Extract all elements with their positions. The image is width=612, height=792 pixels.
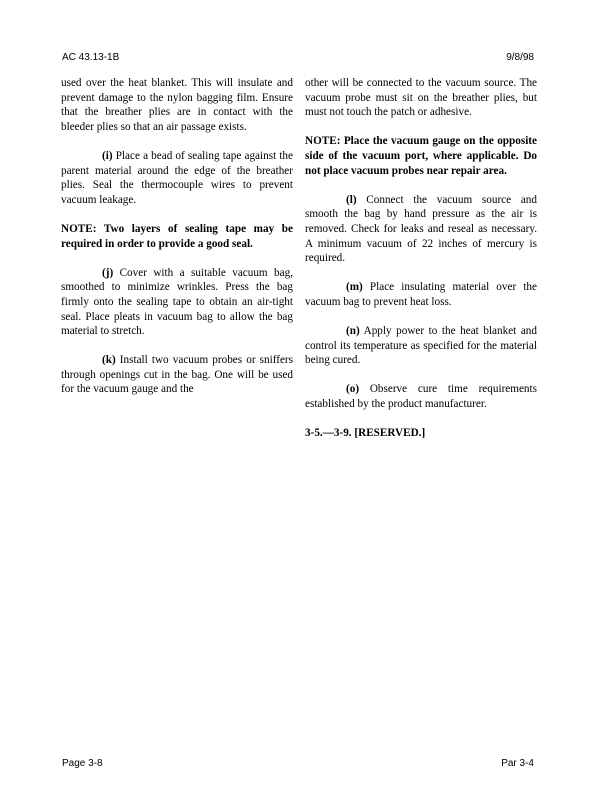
footer-page-number: Page 3-8 bbox=[62, 758, 103, 769]
step-l-text: Connect the vacuum source and smooth the bag by hand pressure as the air is removed. Check for leaks and reseal as necessary. A minimum vacuum of 22 inches of mercury is required. bbox=[305, 193, 537, 265]
step-j-text: Cover with a suitable vacuum bag, smoothed to minimize wrinkles. Press the bag firmly onto the sealing tape to obtain an air-tight seal. Place pleats in vacuum bag to allow the bag material to stretch. bbox=[61, 266, 293, 338]
step-l bbox=[305, 193, 537, 266]
step-m-text: Place insulating material over the vacuum bag to prevent heat loss. bbox=[305, 281, 537, 308]
left-column bbox=[61, 76, 293, 397]
step-j-label: (j) bbox=[102, 266, 114, 279]
step-i-text: Place a bead of sealing tape against the parent material around the edge of the breather plies. Seal the thermocouple wires to prevent vacuum leakage. bbox=[61, 149, 293, 206]
step-i bbox=[61, 149, 293, 207]
footer-paragraph-ref: Par 3-4 bbox=[501, 758, 534, 769]
step-o bbox=[305, 382, 537, 411]
step-l-label: (l) bbox=[346, 193, 357, 206]
header-date: 9/8/98 bbox=[506, 52, 534, 63]
note-vacuum-gauge: NOTE: Place the vacuum gauge on the opposite side of the vacuum port, where applicable. Do not place vacuum probes near repair area. bbox=[305, 135, 537, 177]
step-j bbox=[61, 266, 293, 339]
step-k bbox=[61, 353, 293, 397]
step-k-label: (k) bbox=[102, 354, 116, 367]
step-o-label: (o) bbox=[346, 383, 360, 396]
step-m-label: (m) bbox=[346, 281, 363, 294]
step-m bbox=[305, 280, 537, 309]
note-sealing-tape: NOTE: Two layers of sealing tape may be required in order to provide a good seal. bbox=[61, 222, 293, 250]
step-i-label: (i) bbox=[102, 149, 113, 162]
step-o-text: Observe cure time requirements established by the product manufacturer. bbox=[305, 383, 537, 411]
right-column bbox=[305, 76, 537, 441]
step-n bbox=[305, 324, 537, 368]
step-k-text: Install two vacuum probes or sniffers through openings cut in the bag. One will be used for the vacuum gauge and the bbox=[61, 354, 293, 396]
step-n-label: (n) bbox=[346, 325, 360, 338]
section-heading-reserved: 3-5.—3-9. [RESERVED.] bbox=[305, 427, 426, 440]
paragraph-continued: used over the heat blanket. This will insulate and prevent damage to the nylon bagging film. Ensure that the breather plies are in contact with the bleeder plies so that an air passage exists. bbox=[61, 77, 293, 133]
paragraph-continued-right: other will be connected to the vacuum source. The vacuum probe must sit on the breather plies, but must not touch the patch or adhesive. bbox=[305, 77, 537, 119]
header-document-id: AC 43.13-1B bbox=[62, 52, 120, 63]
step-n-text: Apply power to the heat blanket and control its temperature as specified for the material being cured. bbox=[305, 325, 537, 367]
